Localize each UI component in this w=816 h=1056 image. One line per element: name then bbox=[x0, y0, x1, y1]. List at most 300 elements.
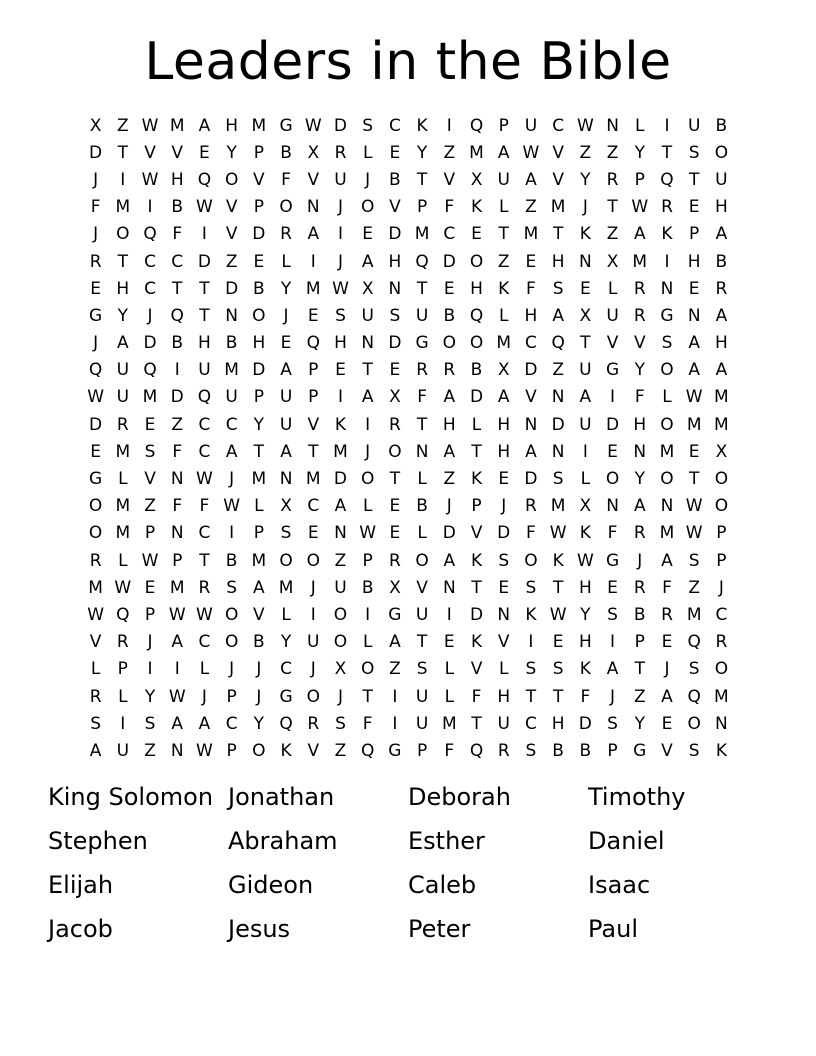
grid-letter: U bbox=[524, 115, 538, 136]
grid-letter: V bbox=[470, 523, 483, 544]
grid-letter: L bbox=[444, 686, 455, 707]
word-list-item: Abraham bbox=[228, 827, 338, 855]
grid-letter: U bbox=[415, 305, 429, 326]
grid-letter: L bbox=[199, 659, 210, 680]
grid-row bbox=[82, 166, 735, 193]
grid-letter: V bbox=[525, 387, 537, 408]
grid-letter: Y bbox=[253, 713, 265, 734]
grid-letter: H bbox=[551, 713, 565, 734]
grid-letter: Y bbox=[226, 142, 237, 163]
grid-letter: L bbox=[90, 659, 101, 680]
grid-letter: K bbox=[661, 224, 673, 245]
grid-letter: N bbox=[660, 496, 674, 517]
grid-letter: V bbox=[144, 469, 156, 490]
grid-letter: R bbox=[633, 523, 646, 544]
grid-letter: V bbox=[497, 632, 510, 653]
grid-letter: S bbox=[416, 659, 428, 680]
grid-letter: B bbox=[171, 333, 184, 354]
grid-letter: T bbox=[117, 142, 128, 163]
grid-letter: V bbox=[443, 169, 456, 190]
grid-letter: D bbox=[252, 360, 266, 381]
grid-letter: N bbox=[715, 713, 728, 734]
grid-letter: Q bbox=[469, 115, 484, 136]
grid-letter: D bbox=[497, 523, 511, 544]
grid-letter: Z bbox=[144, 496, 156, 517]
grid-letter: Q bbox=[197, 169, 212, 190]
word-list-item: Caleb bbox=[408, 871, 477, 899]
grid-letter: T bbox=[416, 278, 428, 299]
grid-letter: I bbox=[120, 169, 126, 190]
grid-letter: E bbox=[307, 305, 319, 326]
grid-letter: J bbox=[310, 659, 316, 680]
grid-letter: X bbox=[579, 305, 592, 326]
grid-letter: E bbox=[90, 441, 101, 462]
grid-letter: T bbox=[416, 169, 428, 190]
grid-letter: O bbox=[333, 604, 348, 625]
grid-letter: A bbox=[661, 550, 673, 571]
grid-letter: J bbox=[201, 686, 207, 707]
grid-letter: V bbox=[307, 740, 320, 761]
grid-letter: E bbox=[144, 577, 156, 598]
grid-letter: P bbox=[226, 740, 237, 761]
grid-letter: E bbox=[90, 278, 101, 299]
grid-letter: V bbox=[171, 142, 184, 163]
grid-row bbox=[82, 139, 735, 166]
grid-letter: P bbox=[716, 550, 727, 571]
grid-letter: V bbox=[253, 169, 265, 190]
grid-letter: W bbox=[196, 469, 213, 490]
grid-letter: B bbox=[225, 333, 238, 354]
grid-letter: U bbox=[334, 577, 347, 598]
grid-letter: A bbox=[361, 251, 374, 272]
grid-letter: D bbox=[551, 414, 565, 435]
grid-letter: C bbox=[198, 441, 211, 462]
grid-letter: W bbox=[359, 523, 377, 544]
word-list-item: Peter bbox=[408, 915, 471, 943]
grid-letter: Z bbox=[334, 740, 347, 761]
grid-letter: A bbox=[525, 441, 537, 462]
grid-letter: P bbox=[117, 659, 128, 680]
grid-letter: P bbox=[689, 224, 700, 245]
grid-letter: J bbox=[147, 632, 153, 653]
grid-letter: E bbox=[335, 360, 346, 381]
grid-letter: T bbox=[552, 686, 564, 707]
grid-letter: G bbox=[605, 550, 620, 571]
grid-letter: Z bbox=[579, 142, 592, 163]
grid-letter: E bbox=[443, 278, 455, 299]
grid-letter: O bbox=[714, 496, 729, 517]
grid-letter: S bbox=[661, 333, 673, 354]
grid-letter: G bbox=[89, 469, 103, 490]
grid-letter: R bbox=[280, 224, 292, 245]
grid-letter: A bbox=[443, 387, 456, 408]
grid-letter: F bbox=[172, 441, 183, 462]
grid-letter: H bbox=[687, 251, 701, 272]
grid-letter: R bbox=[715, 278, 728, 299]
grid-letter: N bbox=[551, 441, 565, 462]
grid-letter: U bbox=[334, 169, 347, 190]
grid-letter: A bbox=[171, 713, 184, 734]
grid-letter: I bbox=[610, 632, 616, 653]
grid-letter: A bbox=[253, 577, 265, 598]
grid-letter: R bbox=[416, 360, 428, 381]
grid-letter: W bbox=[576, 550, 594, 571]
grid-letter: R bbox=[661, 604, 673, 625]
grid-letter: T bbox=[389, 469, 401, 490]
word-list-item: Gideon bbox=[228, 871, 314, 899]
grid-letter: U bbox=[415, 686, 429, 707]
grid-letter: B bbox=[389, 169, 401, 190]
grid-letter: Z bbox=[171, 414, 184, 435]
grid-letter: N bbox=[551, 387, 565, 408]
grid-letter: T bbox=[308, 441, 319, 462]
grid-letter: D bbox=[442, 251, 456, 272]
grid-row bbox=[82, 330, 735, 357]
grid-letter: C bbox=[524, 333, 537, 354]
grid-letter: T bbox=[525, 686, 537, 707]
grid-letter: Q bbox=[687, 632, 701, 653]
grid-letter: M bbox=[659, 523, 675, 544]
word-list bbox=[48, 778, 768, 954]
grid-letter: M bbox=[251, 550, 267, 571]
grid-letter: D bbox=[469, 604, 484, 625]
grid-letter: D bbox=[606, 414, 620, 435]
grid-letter: H bbox=[633, 414, 647, 435]
grid-letter: M bbox=[714, 387, 729, 408]
grid-letter: X bbox=[389, 577, 401, 598]
grid-letter: Y bbox=[280, 632, 292, 653]
grid-letter: H bbox=[388, 251, 402, 272]
grid-letter: B bbox=[280, 142, 292, 163]
grid-letter: M bbox=[278, 577, 294, 598]
grid-letter: L bbox=[362, 496, 373, 517]
grid-letter: S bbox=[362, 115, 374, 136]
grid-letter: W bbox=[631, 197, 649, 218]
grid-letter: V bbox=[661, 740, 673, 761]
grid-letter: B bbox=[416, 496, 428, 517]
grid-letter: F bbox=[362, 713, 373, 734]
grid-letter: U bbox=[116, 387, 130, 408]
grid-letter: I bbox=[610, 387, 616, 408]
grid-letter: O bbox=[88, 523, 103, 544]
grid-letter: I bbox=[147, 659, 153, 680]
grid-letter: F bbox=[444, 197, 455, 218]
grid-letter: M bbox=[714, 414, 729, 435]
grid-letter: I bbox=[337, 387, 343, 408]
grid-letter: U bbox=[497, 713, 510, 734]
grid-letter: A bbox=[579, 387, 592, 408]
grid-letter: I bbox=[582, 441, 588, 462]
grid-letter: S bbox=[498, 550, 510, 571]
grid-letter: L bbox=[580, 469, 591, 490]
grid-letter: X bbox=[579, 496, 592, 517]
grid-letter: A bbox=[688, 333, 700, 354]
grid-letter: S bbox=[525, 740, 537, 761]
grid-letter: O bbox=[116, 224, 130, 245]
grid-letter: A bbox=[280, 360, 292, 381]
grid-letter: V bbox=[470, 659, 483, 680]
grid-letter: T bbox=[172, 278, 183, 299]
grid-letter: J bbox=[93, 169, 99, 190]
grid-letter: R bbox=[633, 577, 646, 598]
grid-letter: F bbox=[662, 577, 672, 598]
grid-letter: O bbox=[524, 550, 538, 571]
grid-letter: A bbox=[198, 713, 211, 734]
grid-letter: K bbox=[416, 115, 428, 136]
grid-letter: N bbox=[388, 278, 402, 299]
grid-letter: L bbox=[281, 604, 291, 625]
grid-letter: T bbox=[362, 686, 373, 707]
grid-letter: N bbox=[170, 740, 184, 761]
grid-letter: I bbox=[664, 251, 670, 272]
grid-letter: T bbox=[471, 441, 482, 462]
grid-letter: V bbox=[389, 197, 401, 218]
grid-letter: O bbox=[687, 713, 701, 734]
grid-letter: L bbox=[417, 523, 427, 544]
grid-letter: M bbox=[115, 523, 131, 544]
grid-letter: M bbox=[550, 496, 566, 517]
grid-letter: O bbox=[714, 469, 729, 490]
grid-letter: R bbox=[198, 577, 211, 598]
grid-letter: U bbox=[361, 305, 374, 326]
grid-letter: P bbox=[634, 169, 645, 190]
grid-letter: O bbox=[224, 604, 239, 625]
grid-letter: P bbox=[308, 387, 319, 408]
grid-letter: M bbox=[115, 197, 131, 218]
grid-letter: Y bbox=[580, 604, 591, 625]
grid-letter: K bbox=[280, 740, 292, 761]
grid-row bbox=[82, 221, 735, 248]
grid-letter: P bbox=[362, 550, 373, 571]
word-list-item: Stephen bbox=[48, 827, 148, 855]
grid-letter: Z bbox=[525, 197, 537, 218]
grid-letter: K bbox=[470, 197, 483, 218]
grid-letter: D bbox=[143, 333, 157, 354]
grid-letter: E bbox=[443, 632, 455, 653]
grid-letter: X bbox=[334, 659, 347, 680]
grid-letter: V bbox=[552, 169, 564, 190]
grid-row bbox=[82, 574, 735, 601]
grid-letter: T bbox=[661, 142, 673, 163]
grid-letter: A bbox=[715, 360, 728, 381]
grid-letter: L bbox=[498, 659, 509, 680]
grid-letter: H bbox=[442, 414, 456, 435]
grid-letter: O bbox=[333, 632, 348, 653]
grid-letter: D bbox=[333, 115, 348, 136]
grid-letter: V bbox=[225, 224, 238, 245]
grid-letter: Z bbox=[334, 550, 347, 571]
grid-letter: A bbox=[443, 441, 456, 462]
grid-letter: B bbox=[715, 115, 728, 136]
grid-letter: P bbox=[308, 360, 319, 381]
grid-letter: D bbox=[469, 387, 484, 408]
grid-letter: M bbox=[251, 469, 267, 490]
grid-letter: Q bbox=[116, 604, 130, 625]
grid-letter: E bbox=[498, 577, 510, 598]
grid-row bbox=[82, 493, 735, 520]
grid-letter: T bbox=[471, 577, 482, 598]
grid-letter: S bbox=[335, 713, 346, 734]
grid-letter: M bbox=[659, 441, 675, 462]
grid-letter: E bbox=[389, 360, 401, 381]
grid-letter: M bbox=[496, 333, 512, 354]
grid-letter: Z bbox=[144, 740, 156, 761]
grid-letter: A bbox=[715, 224, 728, 245]
grid-letter: J bbox=[610, 686, 616, 707]
grid-letter: T bbox=[416, 414, 428, 435]
grid-letter: A bbox=[389, 632, 401, 653]
grid-letter: I bbox=[392, 713, 398, 734]
grid-letter: A bbox=[633, 224, 646, 245]
grid-letter: B bbox=[253, 278, 265, 299]
grid-letter: M bbox=[441, 713, 457, 734]
grid-row bbox=[82, 629, 735, 656]
grid-letter: Q bbox=[88, 360, 103, 381]
grid-letter: K bbox=[470, 469, 483, 490]
grid-letter: U bbox=[225, 387, 238, 408]
grid-letter: B bbox=[579, 740, 592, 761]
grid-letter: R bbox=[89, 550, 102, 571]
grid-letter: Q bbox=[687, 686, 701, 707]
grid-letter: E bbox=[525, 251, 537, 272]
grid-letter: R bbox=[89, 686, 102, 707]
grid-letter: N bbox=[170, 523, 184, 544]
grid-letter: X bbox=[606, 251, 619, 272]
grid-letter: X bbox=[307, 142, 320, 163]
grid-letter: J bbox=[283, 305, 289, 326]
grid-letter: U bbox=[415, 713, 429, 734]
grid-letter: X bbox=[389, 387, 401, 408]
grid-letter: A bbox=[552, 305, 564, 326]
grid-letter: V bbox=[606, 333, 619, 354]
grid-letter: L bbox=[662, 387, 672, 408]
grid-letter: W bbox=[685, 387, 703, 408]
grid-letter: M bbox=[632, 251, 648, 272]
grid-letter: M bbox=[523, 224, 539, 245]
grid-letter: W bbox=[141, 115, 159, 136]
page-title: Leaders in the Bible bbox=[144, 32, 672, 92]
grid-letter: E bbox=[498, 469, 510, 490]
grid-letter: L bbox=[444, 659, 455, 680]
grid-letter: B bbox=[470, 360, 483, 381]
grid-letter: O bbox=[306, 686, 320, 707]
grid-letter: Z bbox=[606, 224, 619, 245]
grid-letter: J bbox=[337, 686, 343, 707]
grid-letter: C bbox=[552, 115, 565, 136]
grid-letter: A bbox=[361, 387, 374, 408]
grid-letter: M bbox=[115, 441, 131, 462]
grid-letter: C bbox=[715, 604, 728, 625]
grid-letter: F bbox=[199, 496, 210, 517]
word-list-item: Paul bbox=[588, 915, 638, 943]
grid-letter: I bbox=[392, 686, 398, 707]
grid-letter: M bbox=[686, 414, 702, 435]
grid-letter: D bbox=[524, 360, 538, 381]
grid-letter: H bbox=[578, 577, 592, 598]
grid-letter: R bbox=[307, 713, 320, 734]
grid-letter: W bbox=[196, 197, 213, 218]
grid-letter: G bbox=[279, 115, 293, 136]
grid-letter: Q bbox=[143, 360, 157, 381]
grid-letter: L bbox=[362, 632, 373, 653]
grid-letter: N bbox=[578, 251, 592, 272]
grid-letter: L bbox=[471, 414, 482, 435]
grid-letter: T bbox=[688, 469, 700, 490]
grid-letter: Z bbox=[389, 659, 401, 680]
grid-letter: O bbox=[469, 251, 484, 272]
grid-letter: W bbox=[549, 604, 567, 625]
grid-letter: T bbox=[552, 577, 564, 598]
grid-letter: U bbox=[606, 305, 619, 326]
grid-row bbox=[82, 112, 735, 139]
grid-letter: L bbox=[254, 496, 264, 517]
grid-letter: G bbox=[633, 740, 647, 761]
grid-letter: D bbox=[333, 469, 348, 490]
grid-letter: J bbox=[310, 577, 316, 598]
grid-letter: W bbox=[549, 523, 567, 544]
grid-letter: O bbox=[388, 441, 402, 462]
grid-letter: K bbox=[470, 632, 483, 653]
word-list-item: Jacob bbox=[48, 915, 113, 943]
grid-letter: R bbox=[89, 251, 102, 272]
grid-letter: S bbox=[144, 713, 156, 734]
grid-row bbox=[82, 520, 735, 547]
grid-letter: E bbox=[471, 224, 482, 245]
grid-letter: C bbox=[443, 224, 456, 245]
grid-letter: Q bbox=[415, 251, 429, 272]
grid-letter: S bbox=[280, 523, 292, 544]
grid-letter: V bbox=[633, 333, 646, 354]
grid-letter: F bbox=[580, 686, 591, 707]
word-list-item: Jesus bbox=[228, 915, 291, 943]
grid-letter: A bbox=[116, 333, 129, 354]
grid-letter: R bbox=[497, 740, 510, 761]
grid-letter: A bbox=[198, 115, 211, 136]
grid-letter: H bbox=[497, 686, 511, 707]
grid-row bbox=[82, 710, 735, 737]
grid-letter: M bbox=[224, 360, 239, 381]
grid-letter: K bbox=[470, 550, 483, 571]
grid-letter: Q bbox=[306, 333, 320, 354]
grid-letter: S bbox=[90, 713, 101, 734]
grid-letter: U bbox=[279, 387, 293, 408]
grid-letter: E bbox=[607, 441, 618, 462]
grid-letter: S bbox=[144, 441, 156, 462]
grid-letter: W bbox=[114, 577, 132, 598]
grid-letter: N bbox=[660, 278, 674, 299]
grid-letter: D bbox=[89, 414, 103, 435]
grid-letter: U bbox=[116, 360, 130, 381]
grid-letter: Z bbox=[552, 360, 564, 381]
grid-letter: T bbox=[199, 278, 210, 299]
grid-letter: Y bbox=[117, 305, 128, 326]
grid-letter: O bbox=[605, 469, 620, 490]
grid-letter: P bbox=[416, 197, 428, 218]
grid-letter: I bbox=[147, 197, 153, 218]
grid-letter: J bbox=[637, 550, 643, 571]
grid-row bbox=[82, 683, 735, 710]
grid-letter: P bbox=[226, 686, 237, 707]
grid-letter: O bbox=[224, 169, 239, 190]
word-list-item: Daniel bbox=[588, 827, 665, 855]
grid-letter: M bbox=[115, 496, 131, 517]
grid-letter: O bbox=[279, 550, 293, 571]
grid-letter: I bbox=[310, 251, 316, 272]
grid-letter: K bbox=[579, 224, 591, 245]
grid-letter: Z bbox=[688, 577, 700, 598]
grid-letter: H bbox=[334, 333, 347, 354]
grid-letter: M bbox=[305, 469, 321, 490]
